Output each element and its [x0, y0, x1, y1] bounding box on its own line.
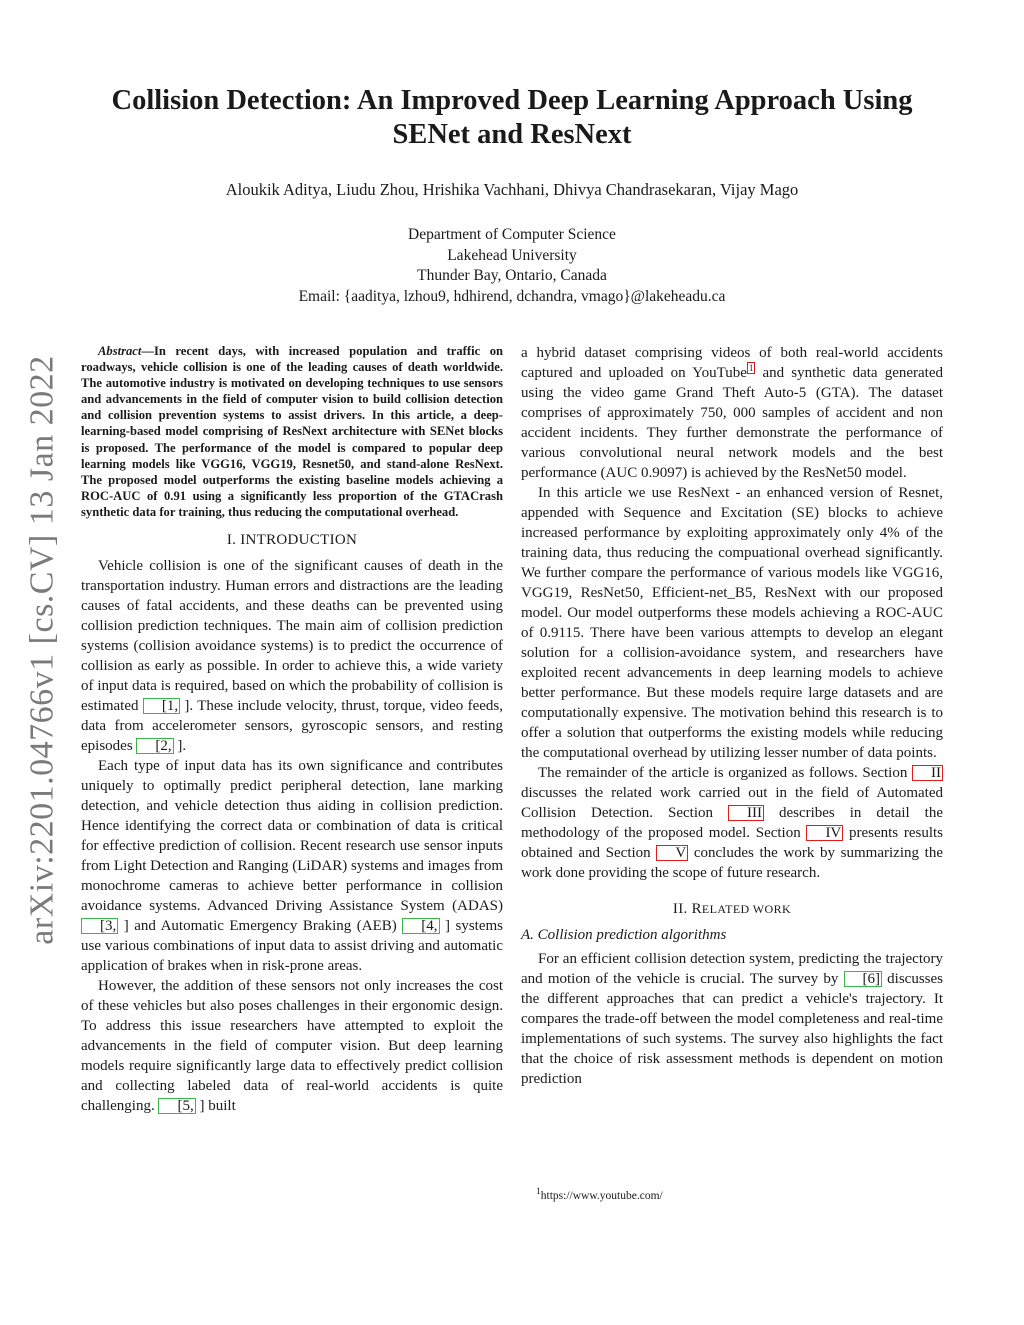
citation-link-3[interactable]: [3, — [81, 918, 118, 934]
subsection-heading-collision-prediction: A. Collision prediction algorithms — [521, 927, 727, 943]
footnote — [536, 1186, 663, 1202]
footnote-number: 1 — [536, 1186, 541, 1197]
paper-title: Collision Detection: An Improved Deep Learning Approach Using SENet and ResNext — [111, 85, 913, 150]
affiliation-location: Thunder Bay, Ontario, Canada — [417, 267, 607, 284]
affiliation-department: Department of Computer Science — [408, 226, 616, 243]
related-paragraph-1: For an efficient collision detection system, predicting the trajectory and motion of the vehicle is crucial. The survey by [6] discusses the different approaches that can predict a vehicle's trajectory. It compares the trade-off between the model completeness and real-time implementations of such systems. The survey also highlights the fact that the choice of risk assessment methods is dependent on motion prediction — [521, 951, 943, 1087]
footnote-url[interactable]: https://www.youtube.com/ — [540, 1189, 663, 1202]
citation-link-4[interactable]: [4, — [402, 918, 439, 934]
citation-link-6[interactable]: [6] — [844, 971, 883, 987]
section-link-v[interactable]: V — [656, 845, 688, 861]
citation-link-5[interactable]: [5, — [158, 1098, 195, 1114]
intro-paragraph-3: However, the addition of these sensors not only increases the cost of these vehicles but also poses challenges in their ergonomic design. To address this issue researchers have attempted to exploit the advancements in the field of computer vision. But deep learning models require significantly large data to effectively predict collision and collecting labeled data of real-world accidents is quite challenging. [5, ] built — [81, 978, 503, 1115]
affiliation-block — [80, 225, 944, 307]
section-link-iv[interactable]: IV — [806, 825, 843, 841]
footnote-link-1[interactable]: 1 — [748, 363, 754, 373]
affiliation-email: Email: {aaditya, lzhou9, hdhirend, dchandra, vmago}@lakeheadu.ca — [298, 287, 726, 305]
abstract — [81, 343, 503, 520]
right-column — [521, 343, 943, 1089]
abstract-label: Abstract — [98, 344, 142, 358]
author-list: Aloukik Aditya, Liudu Zhou, Hrishika Vachhani, Dhivya Chandrasekaran, Vijay Mago — [225, 180, 799, 199]
arxiv-stamp — [12, 350, 74, 950]
citation-link-1[interactable]: [1, — [143, 698, 180, 714]
section-link-ii[interactable]: II — [912, 765, 943, 781]
intro-paragraph-5: The remainder of the article is organized as follows. Section II discusses the related work carried out in the field of Automated Collision Detection. Section III describes in detail the methodology of the proposed model. Section IV presents results obtained and Section V concludes the work by summarizing the work done providing the scope of future research. — [521, 765, 943, 881]
abstract-text: —In recent days, with increased population and traffic on roadways, vehicle collision is one of the leading causes of death worldwide. The automotive industry is motivated on developing techniques to use sensors and advancements in the field of computer vision to build collision detection and collision prevention systems to assist drivers. In this article, a deep-learning-based model comprising of ResNext architecture with SENet blocks is proposed. The performance of the model is compared to popular deep learning models like VGG16, VGG19, Resnet50, and stand-alone ResNext. The proposed model outperforms the existing baseline models achieving a ROC-AUC of 0.91 using a significantly less proportion of the GTACrash synthetic data for training, thus reducing the computational overhead. — [81, 344, 503, 519]
section-link-iii[interactable]: III — [728, 805, 764, 821]
left-column — [81, 343, 503, 1116]
citation-link-2[interactable]: [2, — [136, 738, 173, 754]
arxiv-stamp-text: arXiv:2201.04766v1 [cs.CV] 13 Jan 2022 — [24, 355, 62, 945]
affiliation-university: Lakehead University — [447, 246, 577, 264]
intro-paragraph-4: In this article we use ResNext - an enhanced version of Resnet, appended with Sequence and Excitation (SE) blocks to achieve increased performance by exploiting approximately only 4% of the training data, thus reducing the compuational overhead significantly. We further compare the performance of various models like VGG16, VGG19, ResNet50, Efficient-net_B5, ResNext with our proposed model. Our model outperforms these models achieving a ROC-AUC of 0.9115. There have been various attempts to develop an elegant solution for a collision-avoidance system, and researchers have exploited recent advancements in deep learning models to achieve better performance. But these models require large datasets and are computationally expensive. The motivation behind this research is to offer a solution that outperforms the existing models while reducing the computational overhead by utilizing lesser number of data points. — [521, 485, 943, 761]
section-heading-related-work: II. RELATED WORK — [672, 901, 792, 917]
intro-paragraph-2: Each type of input data has its own significance and contributes uniquely to optimally predict peripheral detection, lane marking detection, and vehicle detection thus aiding in collision prediction. Hence identifying the correct data or combination of data is critical for effective prediction of collision. Recent research use sensor inputs from Light Detection and Ranging (LiDAR) systems and images from monochrome cameras to achieve better performance in collision avoidance systems. Advanced Driving Assistance System (ADAS) [3, ] and Automatic Emergency Braking (AEB) [4, ] systems use various combinations of input data to assist driving and automatic application of brakes when in risk-prone areas. — [81, 758, 503, 975]
intro-paragraph-3-continued: a hybrid dataset comprising videos of both real-world accidents captured and uploaded on YouTube $^1$ and synthetic data generated using the video game Grand Theft Auto-5 (GTA). The dataset comprises of approximately 750, 000 samples of accident and non accident incidents. They further demonstrate the performance of various convolutional neural network models and the best performance (AUC 0.9097) is achieved by the ResNet50 model. — [521, 345, 943, 481]
section-heading-introduction: I. INTRODUCTION — [226, 532, 358, 549]
intro-paragraph-1: Vehicle collision is one of the significant causes of death in the transportation industry. Human errors and distractions are the leading causes of fatal accidents, and these deaths can be prevented using collision prediction techniques. The main aim of collision prediction systems (collision avoidance systems) is to predict the occurrence of collision as early as possible. In order to achieve this, a wide variety of input data is required, based on which the probability of collision is estimated [1, ]. These include velocity, thrust, torque, video feeds, data from accelerometer sensors, gyroscopic sensors, and resting episodes [2, ]. — [81, 558, 504, 755]
